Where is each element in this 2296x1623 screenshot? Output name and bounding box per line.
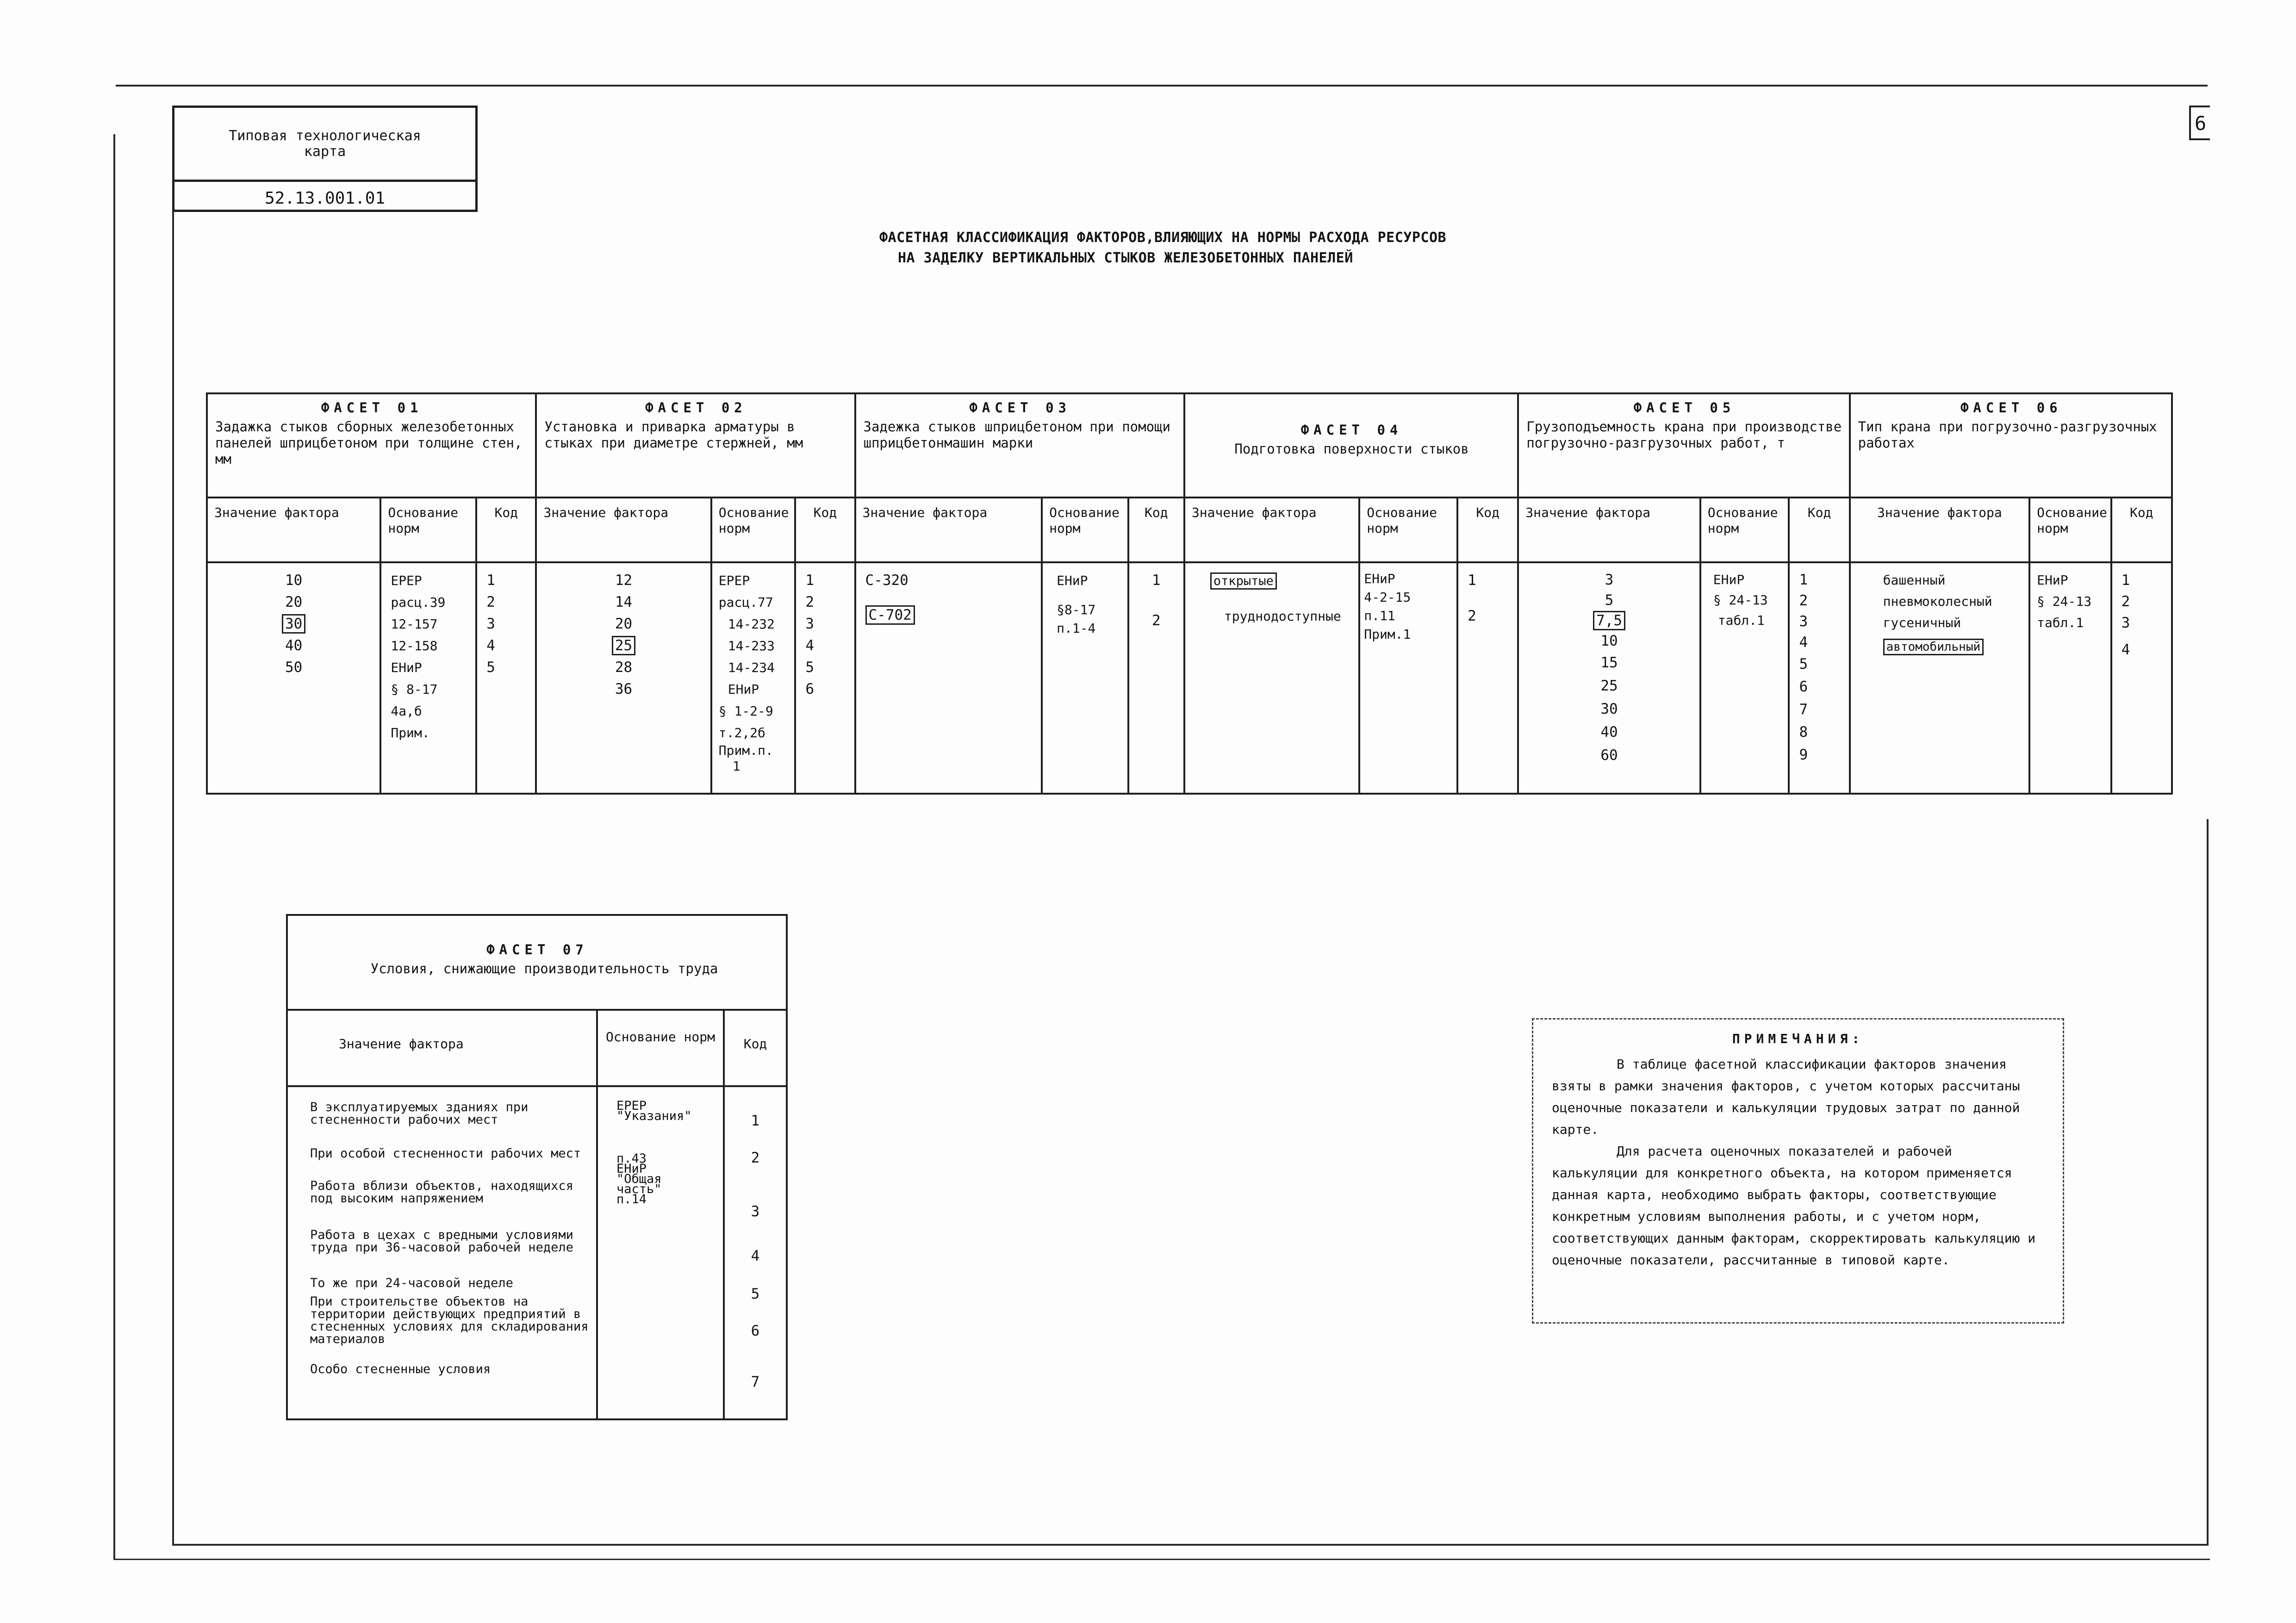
facet-07-row: Работа вблизи объектов, находящихся под высоким напряжением — [310, 1179, 573, 1206]
facet-05-values — [1518, 562, 1700, 794]
facet-05-value-selected: 7,5 — [1593, 611, 1625, 630]
facet-03-codes — [1128, 562, 1184, 794]
facet-05-basis — [1700, 562, 1789, 794]
facet-05-header — [1518, 393, 1849, 497]
facet-02-codes — [795, 562, 855, 794]
facet-03-basis — [1042, 562, 1128, 794]
facet-06-code: 4 — [2121, 641, 2130, 658]
facet-02-code: 3 — [805, 616, 815, 632]
facet-01-basis — [380, 562, 476, 794]
facet-05-code: 4 — [1799, 634, 1808, 651]
facet-04-basis-header: Основание норм — [1359, 497, 1457, 562]
outer-left-line — [113, 134, 115, 1560]
facet-05-code: 1 — [1799, 572, 1808, 588]
facet-03-header — [855, 393, 1184, 497]
facet-07-basis-line: "Указания" — [616, 1109, 692, 1123]
facet-01-description: Задажка стыков сборных железобетонных панелей шприцбетоном при толщине стен, мм — [215, 419, 523, 467]
title-block-number: 52.13.001.01 — [264, 188, 386, 208]
facet-05-code: 3 — [1799, 613, 1808, 630]
facet-03-description: Задежка стыков шприцбетоном при помощи шприцбетонмашин марки — [863, 419, 1170, 451]
facet-02-basis-line: расц.77 — [718, 595, 773, 610]
frame-bottom-line — [172, 1544, 2209, 1546]
facet-06-codes — [2111, 562, 2172, 794]
top-border-line — [116, 85, 2208, 87]
facet-03-basis-line: п.1-4 — [1057, 621, 1096, 636]
facet-07-basis-line: п.14 — [616, 1192, 647, 1206]
facet-01-value: 10 — [285, 572, 303, 589]
facet-05-code-header: Код — [1789, 497, 1849, 562]
facet-06-value: пневмоколесный — [1883, 594, 1992, 609]
facet-05-value-header: Значение фактора — [1518, 497, 1700, 562]
facet-04-basis-line: Прим.1 — [1364, 627, 1411, 642]
facet-01-code: 3 — [486, 616, 495, 632]
facet-05-value: 60 — [1600, 747, 1618, 764]
facet-05-basis-line: табл.1 — [1717, 613, 1765, 628]
facet-04-codes — [1457, 562, 1518, 794]
facet-07-row: При особой стесненности рабочих мест — [310, 1146, 581, 1161]
facet-07-description: Условия, снижающие производительность труда — [370, 961, 718, 976]
document-title-line1: ФАСЕТНАЯ КЛАССИФИКАЦИЯ ФАКТОРОВ,ВЛИЯЮЩИХ НА НОРМЫ РАСХОДА РЕСУРСОВ — [879, 230, 1447, 246]
facet-07-row: Особо стесненные условия — [310, 1362, 491, 1376]
facet-06-code: 1 — [2121, 572, 2130, 589]
facet-07-code: 7 — [751, 1374, 760, 1390]
facet-07-code-header: Код — [724, 1010, 787, 1086]
facet-01-code: 4 — [486, 637, 495, 654]
facet-07-basis-header: Основание норм — [597, 1010, 724, 1086]
facet-02-basis-line: Прим.п. — [718, 743, 773, 758]
facet-05-value: 30 — [1600, 701, 1618, 717]
facet-04-code-header: Код — [1457, 497, 1518, 562]
facet-06-basis-line: табл.1 — [2037, 615, 2084, 630]
facet-06-values — [1850, 562, 2029, 794]
facet-02-code: 4 — [805, 637, 815, 654]
facet-04-value-selected: открытые — [1210, 572, 1277, 590]
facet-06-basis-line: § 24-13 — [2037, 594, 2092, 609]
facet-05-title: ФАСЕТ 05 — [1633, 400, 1736, 416]
page-number-badge: 6 — [2189, 106, 2210, 140]
facet-03-values — [855, 562, 1042, 794]
facet-07-code: 2 — [751, 1150, 760, 1166]
facet-04-header — [1184, 393, 1518, 497]
facet-02-value: 14 — [615, 594, 633, 610]
facet-02-value: 28 — [615, 659, 633, 676]
facet-05-value: 3 — [1605, 572, 1614, 588]
outer-bottom-line — [113, 1559, 2210, 1560]
facet-05-code: 9 — [1799, 746, 1808, 763]
facet-07-row: В эксплуатируемых зданиях при стесненности рабочих мест — [310, 1100, 529, 1127]
facet-03-value-header: Значение фактора — [855, 497, 1042, 562]
facet-06-basis — [2029, 562, 2111, 794]
facet-06-value-header: Значение фактора — [1850, 497, 2029, 562]
facet-03-value-selected: С-702 — [865, 605, 915, 625]
facet-04-code: 1 — [1468, 572, 1476, 589]
facet-07-value-header: Значение фактора — [287, 1010, 597, 1086]
facet-02-basis — [711, 562, 796, 794]
facet-04-value-header: Значение фактора — [1184, 497, 1359, 562]
facet-06-basis-header: Основание норм — [2029, 497, 2111, 562]
facet-03-code: 1 — [1151, 572, 1161, 589]
facet-05-codes — [1789, 562, 1849, 794]
facet-05-value: 40 — [1600, 724, 1618, 740]
facet-02-code-header: Код — [795, 497, 855, 562]
facet-01-title: ФАСЕТ 01 — [321, 400, 423, 416]
facet-02-code: 5 — [805, 659, 815, 676]
facet-01-value: 50 — [285, 659, 303, 676]
facet-06-description: Тип крана при погрузочно-разгрузочных работах — [1858, 419, 2157, 451]
facet-01-basis-line: 12-158 — [391, 638, 438, 653]
facet-05-value: 10 — [1600, 633, 1618, 649]
facet-04-code: 2 — [1468, 608, 1476, 624]
facet-03-code-header: Код — [1128, 497, 1184, 562]
facet-01-basis-line: § 8-17 — [391, 682, 438, 697]
facet-04-title: ФАСЕТ 04 — [1300, 422, 1403, 438]
facet-06-code: 2 — [2121, 593, 2130, 610]
facet-01-code-header: Код — [476, 497, 536, 562]
facet-02-basis-header: Основание норм — [711, 497, 796, 562]
facet-07-row: То же при 24-часовой неделе — [310, 1276, 513, 1290]
facet-07-code: 6 — [751, 1323, 760, 1339]
facet-02-title: ФАСЕТ 02 — [645, 400, 747, 416]
notes-paragraph-2: Для расчета оценочных показателей и рабочей калькуляции для конкретного объекта, на котором применяется данная карта, необходимо выбрать факторы, соответствующие конкретным условиям выполнения работы, и с учетом норм, соответствующих данным факторам, скорректировать калькуляцию и оценочные показатели, рассчитанные в типовой карте. — [1552, 1144, 2036, 1268]
facet-06-code-header: Код — [2111, 497, 2172, 562]
facet-04-basis-line: 4-2-15 — [1364, 590, 1411, 605]
facet-02-value-header: Значение фактора — [536, 497, 711, 562]
facet-01-header — [207, 393, 536, 497]
document-title-line2: НА ЗАДЕЛКУ ВЕРТИКАЛЬНЫХ СТЫКОВ ЖЕЛЕЗОБЕТОННЫХ ПАНЕЛЕЙ — [898, 250, 1353, 266]
facet-01-basis-line: ЕНиР — [391, 660, 422, 675]
facet-02-basis-line: § 1-2-9 — [718, 703, 773, 719]
facet-05-value: 5 — [1605, 592, 1614, 609]
frame-right-line — [2207, 819, 2209, 1546]
facet-01-basis-line: 12-157 — [391, 616, 438, 632]
facet-04-basis-line: п.11 — [1364, 608, 1395, 623]
facet-03-code: 2 — [1151, 612, 1161, 629]
facet-02-value: 36 — [615, 681, 633, 697]
facet-01-basis-line: Прим. — [391, 725, 430, 740]
facet-01-code: 5 — [486, 659, 495, 676]
facet-03-title: ФАСЕТ 03 — [969, 400, 1071, 416]
title-block-line2: карта — [304, 143, 346, 160]
facet-07-basis-line: часть" — [616, 1182, 662, 1196]
facet-05-code: 2 — [1799, 592, 1808, 609]
facet-02-code: 2 — [805, 594, 815, 610]
facet-02-value: 20 — [615, 616, 633, 632]
facet-05-code: 8 — [1799, 724, 1808, 740]
facet-07-title: ФАСЕТ 07 — [486, 942, 588, 958]
facet-03-basis-line: §8-17 — [1057, 602, 1096, 617]
facet-02-basis-line: 14-234 — [728, 660, 775, 675]
facet-01-value: 40 — [285, 637, 303, 654]
facet-01-basis-line: расц.39 — [391, 595, 446, 610]
facet-02-basis-line: ЕРЕР — [718, 573, 750, 588]
facet-07-table — [286, 914, 788, 1420]
facet-06-header — [1850, 393, 2172, 497]
facet-03-value: С-320 — [865, 572, 908, 589]
facet-07-basis-line: ЕРЕР — [616, 1099, 647, 1113]
facet-02-code: 1 — [805, 572, 815, 589]
facet-06-code: 3 — [2121, 615, 2130, 631]
facet-01-value-header: Значение фактора — [207, 497, 380, 562]
facet-02-basis-line: 1 — [732, 759, 740, 774]
facet-05-value: 15 — [1600, 654, 1618, 671]
facet-02-basis-line: т.2,2б — [718, 725, 765, 740]
facet-02-value: 12 — [615, 572, 633, 589]
facet-02-values — [536, 562, 711, 794]
facet-04-values — [1184, 562, 1359, 794]
facet-07-code: 3 — [751, 1203, 760, 1220]
facet-04-value: труднодоступные — [1224, 609, 1341, 624]
facet-07-codes — [724, 1086, 787, 1419]
facet-07-basis-line: п.43 — [616, 1151, 647, 1166]
facet-02-basis-line: 14-233 — [728, 638, 775, 653]
facet-01-codes — [476, 562, 536, 794]
frame-left-line — [172, 106, 174, 1545]
facet-01-code: 1 — [486, 572, 495, 589]
facet-01-basis-line: ЕРЕР — [391, 573, 422, 588]
facet-07-row: При строительстве объектов на территории действующих предприятий в стесненных условиях для складирования материалов — [310, 1294, 589, 1346]
facet-02-basis-line: 14-232 — [728, 616, 775, 632]
facet-05-code: 5 — [1799, 656, 1808, 672]
title-block — [172, 106, 478, 212]
document-title — [879, 228, 1527, 268]
facet-06-title: ФАСЕТ 06 — [1960, 400, 2062, 416]
facet-01-values — [207, 562, 380, 794]
facet-07-basis-line: ЕНиР — [616, 1162, 647, 1176]
facet-07-code: 5 — [751, 1286, 760, 1302]
facet-05-basis-header: Основание норм — [1700, 497, 1789, 562]
facet-06-value-selected: автомобильный — [1883, 639, 1984, 655]
notes-title: ПРИМЕЧАНИЯ: — [1732, 1031, 1864, 1046]
facet-04-basis — [1359, 562, 1457, 794]
facet-05-description: Грузоподъемность крана при производстве погрузочно-разгрузочных работ, т — [1526, 419, 1842, 451]
facet-07-values — [287, 1086, 597, 1419]
facet-04-basis-line: ЕНиР — [1364, 571, 1395, 586]
facets-table — [206, 392, 2173, 795]
facet-02-basis-line: ЕНиР — [728, 682, 759, 697]
facet-01-value-selected: 30 — [282, 614, 305, 634]
facet-06-basis-line: ЕНиР — [2037, 572, 2068, 588]
facet-06-value: гусеничный — [1883, 615, 1961, 630]
facet-07-code: 1 — [751, 1113, 760, 1129]
facet-05-code: 7 — [1799, 701, 1808, 718]
facet-05-basis-line: ЕНиР — [1713, 572, 1745, 587]
facet-07-header — [287, 915, 787, 1010]
facet-06-value: башенный — [1883, 572, 1946, 588]
facet-07-basis — [597, 1086, 724, 1419]
title-block-line1: Типовая технологическая — [229, 127, 421, 144]
title-block-label — [174, 108, 475, 182]
facet-02-code: 6 — [805, 681, 815, 697]
facet-01-basis-line: 4а,б — [391, 703, 422, 719]
facet-03-basis-header: Основание норм — [1042, 497, 1128, 562]
facet-05-basis-line: § 24-13 — [1713, 592, 1768, 608]
facet-02-value-selected: 25 — [612, 636, 635, 655]
facet-07-code: 4 — [751, 1248, 760, 1264]
facet-02-description: Установка и приварка арматуры в стыках при диаметре стержней, мм — [544, 419, 803, 451]
facet-03-basis-line: ЕНиР — [1057, 573, 1088, 588]
facet-02-header — [536, 393, 855, 497]
facet-07-row: Работа в цехах с вредными условиями труда при 36-часовой рабочей неделе — [310, 1228, 573, 1255]
facet-05-code: 6 — [1799, 678, 1808, 695]
facet-01-code: 2 — [486, 594, 495, 610]
notes-paragraph-1: В таблице фасетной классификации факторов значения взяты в рамки значения факторов, с учетом которых рассчитаны оценочные показатели и калькуляции трудовых затрат по данной карте. — [1552, 1057, 2020, 1137]
facet-01-basis-header: Основание норм — [380, 497, 476, 562]
notes-box — [1532, 1018, 2064, 1324]
facet-01-value: 20 — [285, 594, 303, 610]
facet-04-description: Подготовка поверхности стыков — [1234, 441, 1469, 457]
facet-07-basis-line: "Общая — [616, 1172, 662, 1186]
facet-05-value: 25 — [1600, 678, 1618, 694]
